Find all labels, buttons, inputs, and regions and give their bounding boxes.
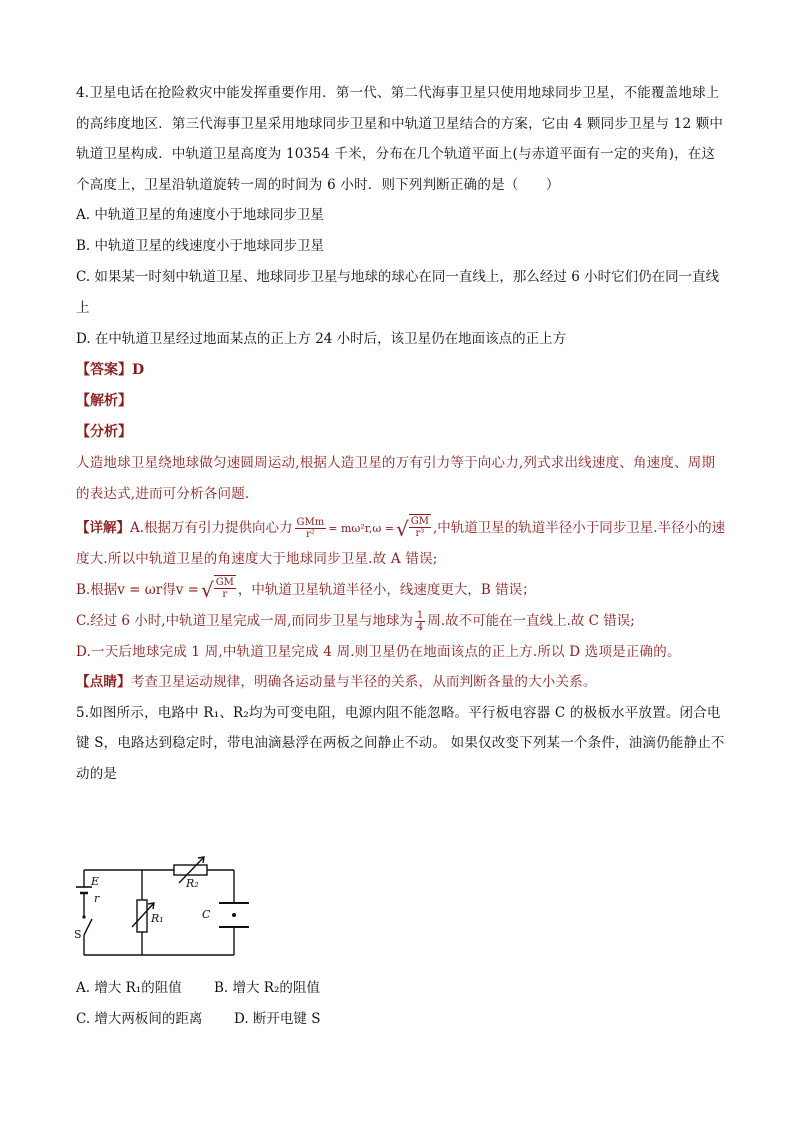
detail-a-frac-den: r² (306, 529, 315, 540)
detail-b-prefix: B.根据v = ωr得v = (76, 581, 199, 598)
label-r: r (94, 892, 100, 905)
detail-tag: 【详解】 (76, 520, 130, 536)
label-r2: R₂ (186, 877, 199, 890)
detail-b-line (76, 575, 726, 606)
q5-option-d: D. 断开电键 S (234, 1011, 321, 1027)
q4-option-d: D. 在中轨道卫星经过地面某点的正上方 24 小时后，该卫星仍在地面该点的正上方 (76, 331, 567, 347)
q4-option-c: C. 如果某一时刻中轨道卫星、地球同步卫星与地球的球心在同一直线上，那么经过 6 小时它们仍在同一直线上 (76, 269, 720, 316)
q5-option-b: B. 增大 R₂的阻值 (214, 980, 320, 996)
q5-option-c: C. 增大两板间的距离 (76, 1011, 203, 1027)
label-e: E (91, 875, 100, 888)
detail-a-sqrt (396, 514, 431, 544)
detail-a-fraction (295, 517, 327, 540)
q5-options (76, 973, 726, 1035)
circuit-diagram (74, 855, 274, 960)
detail-b-suffix: ，中轨道卫星轨道半径小，线速度更大，B 错误； (237, 581, 536, 598)
page-content (76, 78, 726, 789)
detail-c-frac-den: 4 (416, 621, 424, 633)
detail-a-line2: 度大.所以中轨道卫星的角速度大于地球同步卫星.故 A 错误; (76, 551, 438, 567)
detail-c-fraction (415, 610, 425, 633)
detail-c-prefix: C.经过 6 小时,中轨道卫星完成一周,而同步卫星与地球为 (76, 612, 413, 629)
analysis-tag: 【解析】 (76, 393, 132, 409)
detail-a-sqrt-den: r³ (415, 527, 425, 539)
detail-a-line1 (76, 513, 726, 544)
detail-b-sqrt-den: r (222, 589, 228, 600)
detail-b-sqrt-num: GM (215, 577, 234, 588)
label-c: C (202, 908, 211, 921)
oil-drop (232, 913, 236, 917)
fenxi-text: 人造地球卫星绕地球做匀速圆周运动,根据人造卫星的万有引力等于向心力,列式求出线速度、角速度、周期的表达式,进而可分析各问题. (76, 455, 716, 502)
detail-a-frac-num: GMm (296, 517, 325, 528)
q5-options-row1 (76, 973, 726, 1004)
switch-blade (84, 919, 92, 935)
detail-c-line (76, 606, 726, 637)
detail-a-eq-mid: = mω²r,ω = (328, 522, 395, 535)
detail-d-line: D.一天后地球完成 1 周,中轨道卫星完成 4 周.则卫星仍在地面该点的正上方.所以 D 选项是正确的。 (76, 643, 681, 660)
dianjing-line (76, 667, 726, 698)
r2-resistor (174, 865, 207, 875)
sqrt-icon: √ (200, 578, 214, 602)
dianjing-tag: 【点睛】 (76, 674, 131, 690)
q4-option-b: B. 中轨道卫星的线速度小于地球同步卫星 (76, 238, 325, 254)
detail-a-suffix: ,中轨道卫星的轨道半径小于同步卫星.半径小的速 (433, 520, 726, 536)
detail-a-sqrt-num: GM (410, 515, 430, 527)
q5-options-row2 (76, 1004, 726, 1035)
detail-b-sqrt (201, 575, 236, 605)
label-s: S (74, 928, 82, 941)
detail-c-suffix: 周.故不可能在一直线上.故 C 错误; (427, 612, 635, 629)
q4-option-a: A. 中轨道卫星的角速度小于地球同步卫星 (76, 207, 324, 223)
answer-tag: 【答案】D (76, 362, 145, 378)
q4-stem: 4.卫星电话在抢险救灾中能发挥重要作用．第一代、第二代海事卫星只使用地球同步卫星，不能覆盖地球上的高纬度地区．第三代海事卫星采用地球同步卫星和中轨道卫星结合的方案，它由 4 颗同步卫星与 12 颗中轨道卫星构成．中轨道卫星高度为 10354 千米，分布在几个轨道平面上(与赤道平面有一定的夹角)，在这个高度上，卫星沿轨道旋转一周的时间为 6 小时．则下列判断正确的是（ ） (76, 85, 724, 193)
label-r1: R₁ (151, 912, 164, 925)
dianjing-text: 考查卫星运动规律，明确各运动量与半径的关系，从而判断各量的大小关系。 (130, 674, 597, 690)
sqrt-icon: √ (396, 516, 409, 541)
detail-a-prefix: A.根据万有引力提供向心力 (130, 520, 293, 536)
q5-option-a: A. 增大 R₁的阻值 (76, 980, 182, 996)
detail-c-frac-num: 1 (416, 609, 424, 621)
q5-stem: 5.如图所示，电路中 R₁、R₂均为可变电阻，电源内阻不能忽略。平行板电容器 C 的极板水平放置。闭合电键 S，电路达到稳定时，带电油滴悬浮在两板之间静止不动。 如果仅改变下列某一个条件，油滴仍能静止不动的是 (76, 704, 725, 782)
fenxi-tag: 【分析】 (76, 424, 132, 440)
